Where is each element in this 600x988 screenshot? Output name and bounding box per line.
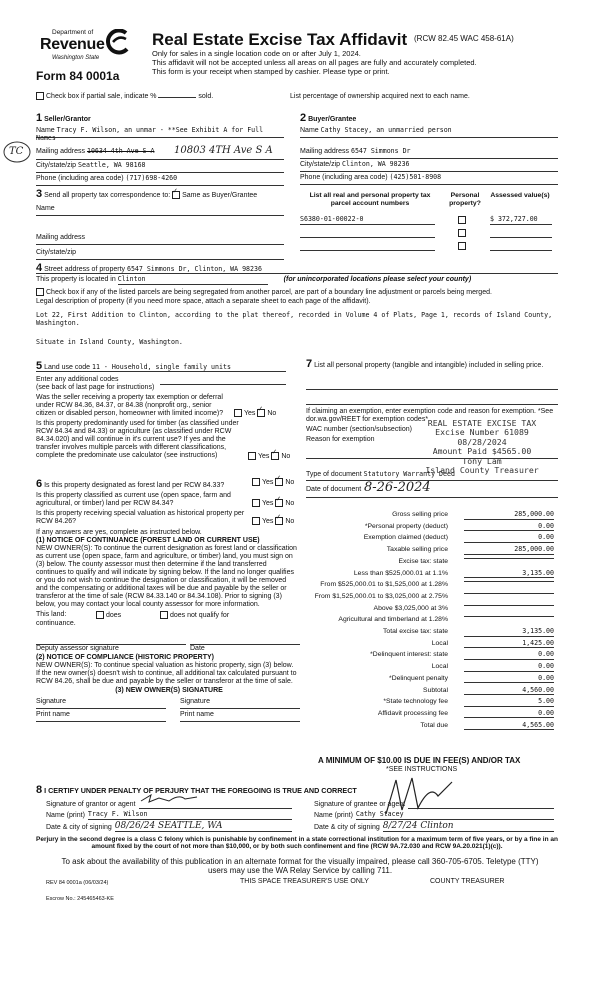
grantor-date-field[interactable]: 08/26/24 SEATTLE, WA xyxy=(115,821,292,832)
document-date-handwritten: 8-26-2024 xyxy=(364,479,431,495)
document-date-label: Date of document xyxy=(306,485,362,493)
tax-row xyxy=(300,651,558,662)
q-historic-text: Is this property receiving special valuation as historical property per RCW 84.26? xyxy=(36,509,245,525)
qualify-row xyxy=(36,611,302,620)
tax-row-label: Agricultural and timberland at 1.28% xyxy=(338,616,448,624)
does-not-label: does not qualify for xyxy=(170,612,230,620)
q-historic-no-checkbox[interactable] xyxy=(275,517,283,525)
tax-row-value[interactable] xyxy=(464,616,554,617)
tax-row-value[interactable]: 0.00 xyxy=(464,663,554,672)
tax-row-value[interactable]: 4,560.00 xyxy=(464,687,554,696)
q-exemption-no-checkbox[interactable] xyxy=(257,409,265,417)
q-forest-yes-checkbox[interactable] xyxy=(252,478,260,486)
grantor-date-label: Date & city of signing xyxy=(46,823,112,831)
if-yes-note: If any answers are yes, complete as instructed below. xyxy=(36,528,202,536)
q-timber-text: Is this property predominantly used for timber (as classified under RCW 84.34 and 84.33) or agriculture (as classified under RCW 84.34.020) and will continue in it's current use? If yes and the transfer involves multiple parcels with different classifications, complete the predominate use calculator (see instructions) xyxy=(36,420,239,460)
street-address-field[interactable]: 4 Street address of property 6547 Simmons Dr, Clinton, WA 98236 xyxy=(36,262,558,274)
yes-label: Yes xyxy=(262,478,274,486)
header-sub3: This form is your receipt when stamped by cashier. Please type or print. xyxy=(152,67,390,76)
tax-row-label: *State technology fee xyxy=(383,698,448,706)
seller-mailing-label: Mailing address xyxy=(36,147,86,155)
tax-row-value[interactable] xyxy=(464,593,554,594)
legal-description-line2: Situate in Island County, Washington. xyxy=(36,338,183,347)
seller-mailing-handwritten: 10803 4TH Ave S A xyxy=(174,144,273,156)
location-row xyxy=(36,276,558,286)
grantee-date-label: Date & city of signing xyxy=(314,823,380,831)
grantor-signature-label: Signature of grantor or agent xyxy=(46,800,136,808)
q-historic-yes-checkbox[interactable] xyxy=(252,517,260,525)
personal-property-col-header: Personal property? xyxy=(449,192,481,207)
new-owner-signature-row xyxy=(36,698,302,709)
assessed-value-field[interactable] xyxy=(490,237,552,238)
deputy-signature-field[interactable]: Deputy assessor signature xyxy=(36,644,186,653)
tax-row-label: From $1,525,000.01 to $3,025,000 at 2.75% xyxy=(314,592,448,600)
parcel-number-field[interactable] xyxy=(300,250,435,251)
q-forest-text: Is this property designated as forest land per RCW 84.33? xyxy=(44,482,225,489)
certify-heading: 8 I CERTIFY UNDER PENALTY OF PERJURY THAT THE FOREGOING IS TRUE AND CORRECT xyxy=(36,784,357,796)
q-current-use-row xyxy=(36,492,302,508)
tax-row xyxy=(300,722,558,733)
deputy-date-field[interactable]: Date xyxy=(190,644,300,653)
notice-compliance-title: (2) NOTICE OF COMPLIANCE (HISTORIC PROPERTY) xyxy=(36,654,214,662)
partial-sale-sold: sold. xyxy=(198,92,214,100)
parcel-row xyxy=(300,227,558,238)
personal-property-checkbox[interactable] xyxy=(458,242,466,250)
segregated-checkbox[interactable] xyxy=(36,288,44,296)
seller-name-field[interactable] xyxy=(36,125,284,142)
parcel-number-field[interactable]: S6380-01-00022-0 xyxy=(300,216,435,225)
tax-row-value[interactable]: 1,425.00 xyxy=(464,640,554,649)
deputy-signature-row xyxy=(36,644,302,653)
correspondence-mailing-label: Mailing address xyxy=(36,233,86,241)
additional-codes-row xyxy=(36,376,300,392)
tax-row-label: Above $3,025,000 at 3% xyxy=(373,604,448,612)
seller-phone-label: Phone (including area code) xyxy=(36,174,124,182)
tax-row-value[interactable]: 0.00 xyxy=(464,675,554,684)
tax-row-value[interactable] xyxy=(464,558,554,559)
alternate-format-notice: To ask about the availability of this publication in an alternate format for the visually impaired, please call 360-705-6705. Teletype (TTY) users may use the WA Relay Service by calling 711. xyxy=(61,857,539,876)
tax-row-label: Local xyxy=(431,663,448,671)
seller-city-label: City/state/zip xyxy=(36,161,77,169)
tax-row-label: Exemption claimed (deduct) xyxy=(363,534,448,542)
yes-label: Yes xyxy=(258,452,270,460)
tax-row xyxy=(300,640,558,651)
partial-sale-row xyxy=(36,92,296,101)
treasurer-use-only: THIS SPACE TREASURER'S USE ONLY xyxy=(240,878,369,885)
new-owner-signature-1[interactable]: Signature xyxy=(36,698,166,709)
county-treasurer-label: COUNTY TREASURER xyxy=(430,878,505,885)
dept-of-text: Department of xyxy=(52,29,94,36)
buyer-city-value: Clinton, WA 98236 xyxy=(342,159,410,168)
tax-row-value[interactable]: 0.00 xyxy=(464,523,554,532)
tax-row xyxy=(300,546,558,557)
same-as-buyer-checkbox[interactable] xyxy=(172,191,180,199)
exemption-reason-label: Reason for exemption xyxy=(306,435,375,443)
property-section xyxy=(36,262,558,347)
no-label: No xyxy=(285,478,295,486)
document-type-label: Type of document xyxy=(306,470,362,478)
grantor-name-field[interactable]: Tracy F. Wilson xyxy=(88,811,292,820)
additional-codes-note: (see back of last page for instructions) xyxy=(36,384,155,392)
land-use-section xyxy=(36,360,300,460)
tax-row xyxy=(300,605,558,616)
buyer-phone-value: (425)501-8908 xyxy=(389,172,442,181)
designation-section xyxy=(36,478,302,722)
q-current-use-text: Is this property classified as current use (open space, farm and agricultural, or timber) land per RCW 84.34? xyxy=(36,491,231,507)
notice-continuance-title: (1) NOTICE OF CONTINUANCE (FOREST LAND OR CURRENT USE) xyxy=(36,536,260,544)
legal-description-line1: Lot 22, First Addition to Clinton, according to the plat thereof, recorded in Volume 4 of Plats, Page 1, records of Island County, Washington. xyxy=(36,310,553,327)
same-as-buyer-label: Same as Buyer/Grantee xyxy=(182,192,258,199)
new-owner-print-1[interactable]: Print name xyxy=(36,711,166,722)
legal-description-label: Legal description of property (if you need more space, attach a separate sheet to each page of the affidavit). xyxy=(36,297,371,305)
tax-row-value[interactable]: 5.00 xyxy=(464,698,554,707)
tax-row xyxy=(300,698,558,709)
tax-row xyxy=(300,663,558,674)
buyer-mailing-value: 6547 Simmons Dr xyxy=(350,146,411,155)
tax-row xyxy=(300,558,558,569)
no-label: No xyxy=(285,499,295,507)
buyer-mailing-field[interactable] xyxy=(300,148,558,159)
yes-label: Yes xyxy=(262,517,274,525)
tax-row xyxy=(300,581,558,592)
buyer-name-field[interactable] xyxy=(300,127,558,138)
buyer-phone-label: Phone (including area code) xyxy=(300,173,388,181)
correspondence-mailing-field[interactable] xyxy=(36,234,284,245)
tax-row-value[interactable]: 3,135.00 xyxy=(464,570,554,579)
correspondence-name-field[interactable] xyxy=(36,205,284,216)
correspondence-section: 3 Send all property tax correspondence to: ✓ Same as Buyer/Grantee Name Mailing address City/state/zip xyxy=(36,188,284,260)
located-field[interactable]: Clinton xyxy=(118,276,268,285)
buyer-city-label: City/state/zip xyxy=(300,160,341,168)
tax-row-value[interactable]: 0.00 xyxy=(464,651,554,660)
grantee-signature-label: Signature of grantee or agent xyxy=(314,800,406,808)
q-current-use-no-checkbox[interactable] xyxy=(275,499,283,507)
document-date-field[interactable] xyxy=(306,479,558,498)
q-forest-no-checkbox[interactable] xyxy=(275,478,283,486)
tax-row-label: *Delinquent penalty xyxy=(389,674,448,682)
tax-row xyxy=(300,628,558,639)
partial-sale-checkbox[interactable] xyxy=(36,92,44,100)
revenue-swoosh-icon xyxy=(106,29,130,55)
margin-initials: TC xyxy=(9,146,24,157)
assessed-value-field[interactable]: $ 372,727.00 xyxy=(490,216,552,225)
located-label: This property is located in xyxy=(36,276,116,283)
grantee-name-label: Name (print) xyxy=(314,811,353,819)
parcel-row xyxy=(300,214,558,225)
tax-row-value[interactable]: 3,135.00 xyxy=(464,628,554,637)
does-not-checkbox[interactable] xyxy=(160,611,168,619)
seller-name-value: Tracy F. Wilson, an unmar - **See Exhibit A for Full Names xyxy=(36,125,264,142)
q-timber-no-checkbox[interactable] xyxy=(271,452,279,460)
seller-section: 1 Seller/Grantor Name Tracy F. Wilson, an unmar - **See Exhibit A for Full Names Mailing address 10634 4th Ave S A 10803 4TH Ave S A City/state/zip Seattle, WA 98168 Phone (including area code) (717)698-4260 xyxy=(36,112,284,186)
grantor-signature-block xyxy=(46,797,292,832)
new-owner-print-2[interactable]: Print name xyxy=(180,711,300,722)
tax-row-label: Total due xyxy=(420,721,448,729)
tax-row-value[interactable] xyxy=(464,581,554,582)
tax-row-label: Local xyxy=(431,639,448,647)
certify-heading-text: I CERTIFY UNDER PENALTY OF PERJURY THAT THE FOREGOING IS TRUE AND CORRECT xyxy=(44,786,357,795)
parcels-table xyxy=(300,192,558,251)
this-land-label: This land: xyxy=(36,611,67,619)
tax-row-label: Gross selling price xyxy=(392,511,448,518)
personal-property-heading: List all personal property (tangible and intangible) included in selling price. xyxy=(314,362,544,369)
correspondence-city-field[interactable] xyxy=(36,249,284,260)
form-revision: REV 84 0001a (06/03/24) xyxy=(46,880,109,886)
tax-row-label: Taxable selling price xyxy=(386,546,448,554)
document-type-value: Statutory Warranty Deed xyxy=(363,469,455,478)
tax-row xyxy=(300,534,558,545)
tax-row-label: Subtotal xyxy=(423,686,448,694)
seller-mailing-struck: 10634 4th Ave S A xyxy=(86,146,155,155)
exemption-claim-label: If claiming an exemption, enter exemption code and reason for exemption. *See dor.wa.gov/REET for exemption codes* xyxy=(306,407,554,423)
assessed-value-col-header: Assessed value(s) xyxy=(490,192,550,199)
unincorporated-note: (for unincorporated locations please select your county) xyxy=(283,276,472,283)
stamp-line-2: Excise Number 61089 xyxy=(435,427,529,438)
segregated-label: Check box if any of the listed parcels are being segregated from another parcel, are part of a boundary line adjustment or parcels being merged. xyxy=(46,288,492,296)
q-exemption-row xyxy=(36,394,300,418)
buyer-heading: Buyer/Grantee xyxy=(308,116,357,123)
tax-row xyxy=(300,570,558,581)
land-use-label: Land use code xyxy=(44,364,91,371)
q-exemption-yes-checkbox[interactable] xyxy=(234,409,242,417)
tax-row xyxy=(300,616,558,627)
form-rcw: (RCW 82.45 WAC 458-61A) xyxy=(414,34,514,43)
tax-row-value[interactable]: 285,000.00 xyxy=(464,511,554,520)
correspondence-name-label: Name xyxy=(36,204,55,212)
tax-row-label: Affidavit processing fee xyxy=(377,709,448,717)
new-owner-print-row xyxy=(36,711,302,722)
tax-row xyxy=(300,593,558,604)
tax-row-label: Less than $525,000.01 at 1.1% xyxy=(353,569,448,577)
tax-row-value[interactable] xyxy=(464,605,554,606)
q-historic-row xyxy=(36,510,302,526)
grantee-signature-scrawl-icon xyxy=(382,774,462,818)
parcel-number-field[interactable] xyxy=(300,237,435,238)
yes-label: Yes xyxy=(262,499,274,507)
personal-property-checkbox[interactable] xyxy=(458,229,466,237)
wac-number-label: WAC number (section/subsection) xyxy=(306,425,412,433)
parcel-row xyxy=(300,240,558,251)
form-title: Real Estate Excise Tax Affidavit xyxy=(152,30,408,49)
no-label: No xyxy=(281,452,291,460)
seller-heading: Seller/Grantor xyxy=(44,116,91,123)
no-label: No xyxy=(267,410,277,418)
tax-row-value[interactable]: 4,565.00 xyxy=(464,722,554,731)
dor-logo xyxy=(34,27,130,69)
grantor-name-label: Name (print) xyxy=(46,811,85,819)
tax-row-value[interactable]: 285,000.00 xyxy=(464,546,554,555)
perjury-notice: Perjury in the second degree is a class C felony which is punishable by confinement in a state correctional institution for a maximum term of five years, or by a fine in an amount fixed by the court of not more than $10,000, or by both such confinement and fine (RCW 9A.72.030 and RCW 9A.20.021(1)(c)). xyxy=(36,836,558,851)
form-number: Form 84 0001a xyxy=(36,69,120,83)
personal-property-line[interactable] xyxy=(306,385,558,390)
correspondence-heading: Send all property tax correspondence to: xyxy=(44,192,171,199)
street-address-value: 6547 Simmons Dr, Clinton, WA 98236 xyxy=(126,265,262,273)
stamp-line-6: Island County Treasurer xyxy=(425,465,539,476)
tax-row-label: From $525,000.01 to $1,525,000 at 1.28% xyxy=(320,581,448,589)
tax-row xyxy=(300,675,558,686)
land-use-field[interactable]: 5 Land use code 11 - Household, single family units xyxy=(36,360,286,372)
new-owner-signature-title: (3) NEW OWNER(S) SIGNATURE xyxy=(115,687,223,695)
revenue-text: Revenue xyxy=(40,36,105,53)
seller-name-label: Name xyxy=(36,126,55,134)
tax-row xyxy=(300,710,558,721)
seller-city-field[interactable] xyxy=(36,162,284,173)
seller-mailing-field[interactable] xyxy=(36,144,284,160)
tax-row-value[interactable]: 0.00 xyxy=(464,534,554,543)
buyer-city-field[interactable] xyxy=(300,161,558,172)
grantee-date-field[interactable]: 8/27/24 Clinton xyxy=(383,821,554,832)
tax-row-label: *Personal property (deduct) xyxy=(364,522,448,530)
q-forest-row: 6 Is this property designated as forest land per RCW 84.33? Yes ✓ No xyxy=(36,478,302,491)
no-label: No xyxy=(285,517,295,525)
washington-state-text: Washington State xyxy=(52,55,100,61)
land-use-value: 11 - Household, single family units xyxy=(91,363,231,371)
buyer-name-value: Cathy Stacey, an unmarried person xyxy=(320,125,452,134)
personal-property-checkbox[interactable] xyxy=(458,216,466,224)
q-exemption-text: Was the seller receiving a property tax exemption or deferral under RCW 84.36, 84.37, or 84.38 (nonprofit org., senior citizen or disabled person, homeowner with limited income)? xyxy=(36,394,224,418)
partial-sale-percent-field[interactable] xyxy=(158,97,196,98)
personal-property-line[interactable] xyxy=(306,400,558,405)
grantor-signature-scrawl-icon xyxy=(139,792,209,804)
additional-codes-field[interactable] xyxy=(160,376,286,385)
partial-sale-label: Check box if partial sale, indicate % xyxy=(46,92,157,100)
stamp-line-3: 08/28/2024 xyxy=(457,436,507,447)
seller-phone-value: (717)698-4260 xyxy=(125,173,178,182)
does-label: does xyxy=(106,612,122,620)
tax-row-label: *Delinquent interest: state xyxy=(370,651,448,659)
notice-continuance-body: NEW OWNER(S): To continue the current designation as forest land or classification as current use (open space, farm and agriculture, or timber) land, you must sign on (3) below. The county assessor must then determine if the land transferred continues to qualify and will indicate by signing below. If the land no longer qualifies or you do not wish to continue the designation or classification, it will be removed and the compensating or additional taxes will be due and payable by the seller or transferor at the time of sale (RCW 84.33.140 or 84.34.108). Prior to signing (3) below, you may contact your local county assessor for more information. xyxy=(36,544,297,609)
stamp-line-1: REAL ESTATE EXCISE TAX xyxy=(427,418,537,428)
see-instructions-note: *SEE INSTRUCTIONS xyxy=(386,766,458,773)
additional-codes-label: Enter any additional codes xyxy=(36,376,119,383)
tax-row xyxy=(300,687,558,698)
escrow-number: Escrow No.: 245465463-KE xyxy=(46,896,114,902)
q-current-use-yes-checkbox[interactable] xyxy=(252,499,260,507)
header-sub2: This affidavit will not be accepted unless all areas on all pages are fully and accurately completed. xyxy=(152,58,477,67)
ownership-note: List percentage of ownership acquired next to each name. xyxy=(290,93,470,100)
continuance-label: continuance. xyxy=(36,620,76,628)
tax-row-label: Excise tax: state xyxy=(398,557,448,565)
personal-property-section: 7 List all personal property (tangible and intangible) included in selling price. If claiming an exemption, enter exemption code and reason for exemption. *See dor.wa.gov/REET for exemption codes* WAC number (section/subsection) Reason for exemption Type of document Statutory Warranty Deed Date of document 8-26-2024 xyxy=(306,358,558,498)
buyer-section: 2 Buyer/Grantee Name Cathy Stacey, an unmarried person Mailing address 6547 Simmons Dr City/state/zip Clinton, WA 98236 Phone (including area code) (425)501-8908 xyxy=(300,112,558,185)
seller-city-value: Seattle, WA 98168 xyxy=(78,160,146,169)
does-checkbox[interactable] xyxy=(96,611,104,619)
tax-row xyxy=(300,523,558,534)
buyer-mailing-label: Mailing address xyxy=(300,147,350,155)
stamp-line-4: Amount Paid $4565.00 xyxy=(432,446,532,457)
seller-phone-field[interactable] xyxy=(36,175,284,186)
street-address-label: Street address of property xyxy=(44,266,126,273)
buyer-name-label: Name xyxy=(300,126,319,134)
notice-compliance-body: NEW OWNER(S): To continue special valuation as historic property, sign (3) below. If the new owner(s) doesn't wish to continue, all additional tax calculated pursuant to RCW 84.26, shall be due and payable by the seller or transferor at the time of sale. xyxy=(36,662,297,686)
yes-label: Yes xyxy=(244,410,256,418)
q-timber-row xyxy=(36,420,300,460)
new-owner-signature-2[interactable]: Signature xyxy=(180,698,300,709)
grantor-signature-field[interactable] xyxy=(139,792,292,809)
assessed-value-field[interactable] xyxy=(490,250,552,251)
minimum-fee-note: A MINIMUM OF $10.00 IS DUE IN FEE(S) AND/OR TAX xyxy=(318,756,521,765)
tax-row xyxy=(300,511,558,522)
parcels-col-header: List all real and personal property tax parcel account numbers xyxy=(309,192,431,207)
correspondence-city-label: City/state/zip xyxy=(36,248,77,256)
header-sub1: Only for sales in a single location code on or after July 1, 2024. xyxy=(152,49,361,58)
segregated-row xyxy=(36,288,558,297)
grantee-name-field[interactable]: Cathy Stacey xyxy=(356,811,554,820)
tax-row-value[interactable]: 0.00 xyxy=(464,710,554,719)
tax-row-label: Total excise tax: state xyxy=(383,628,448,635)
excise-tax-stamp xyxy=(412,419,552,475)
q-timber-yes-checkbox[interactable] xyxy=(248,452,256,460)
buyer-phone-field[interactable] xyxy=(300,174,558,185)
stamp-line-5: Tony Lam xyxy=(462,455,502,466)
